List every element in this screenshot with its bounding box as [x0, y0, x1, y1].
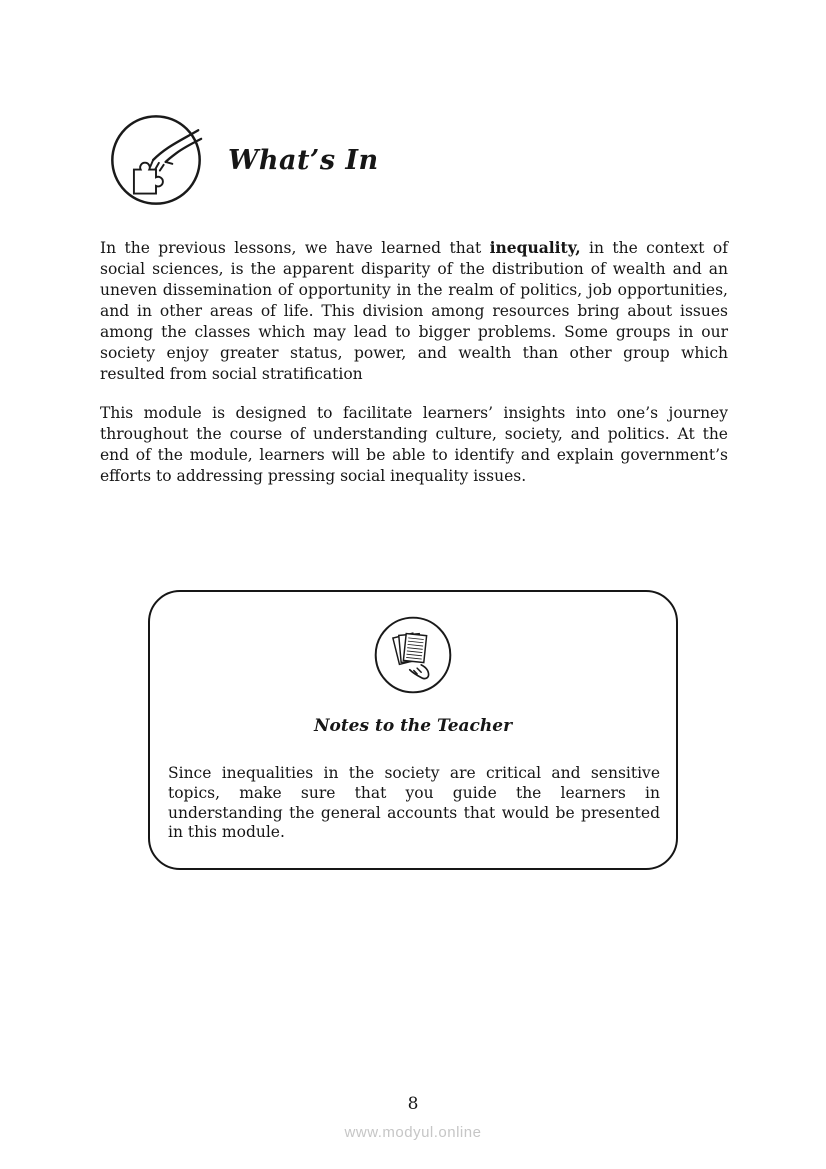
- emphasis-inequality: inequality,: [489, 238, 581, 257]
- watermark: www.modyul.online: [344, 1124, 482, 1141]
- notes-title: Notes to the Teacher: [313, 716, 513, 736]
- intro-paragraph-1: [100, 237, 728, 386]
- documents-hand-icon: [372, 614, 454, 696]
- notes-body: Since inequalities in the society are critical and sensitive topics, make sure that you guide the learners in understanding the general accounts that would be presented in this module.: [168, 764, 660, 842]
- intro-paragraph-2: This module is designed to facilitate learners’ insights into one’s journey throughout the course of understanding culture, society, and politics. At the end of the module, learners will be able to identify and explain government’s efforts to addressing pressing social inequality issues.: [100, 404, 728, 486]
- page-number: 8: [407, 1094, 419, 1114]
- notes-to-teacher-box: [148, 590, 678, 870]
- section-title: What’s In: [228, 144, 379, 176]
- intro-paragraph-1-text-before: In the previous lessons, we have learned that: [100, 239, 490, 257]
- whats-in-header: [108, 112, 379, 208]
- intro-paragraph-1-text-after: in the context of social sciences, is the apparent disparity of the distribution of wealth and an uneven dissemination of opportunity in the realm of politics, job opportunities, and in other areas of life. This division among resources bring about issues among the classes which may lead to bigger problems. Some groups in our society enjoy greater status, power, and wealth than other group which resulted from social stratification: [100, 239, 729, 384]
- puzzle-hand-icon: [108, 112, 204, 208]
